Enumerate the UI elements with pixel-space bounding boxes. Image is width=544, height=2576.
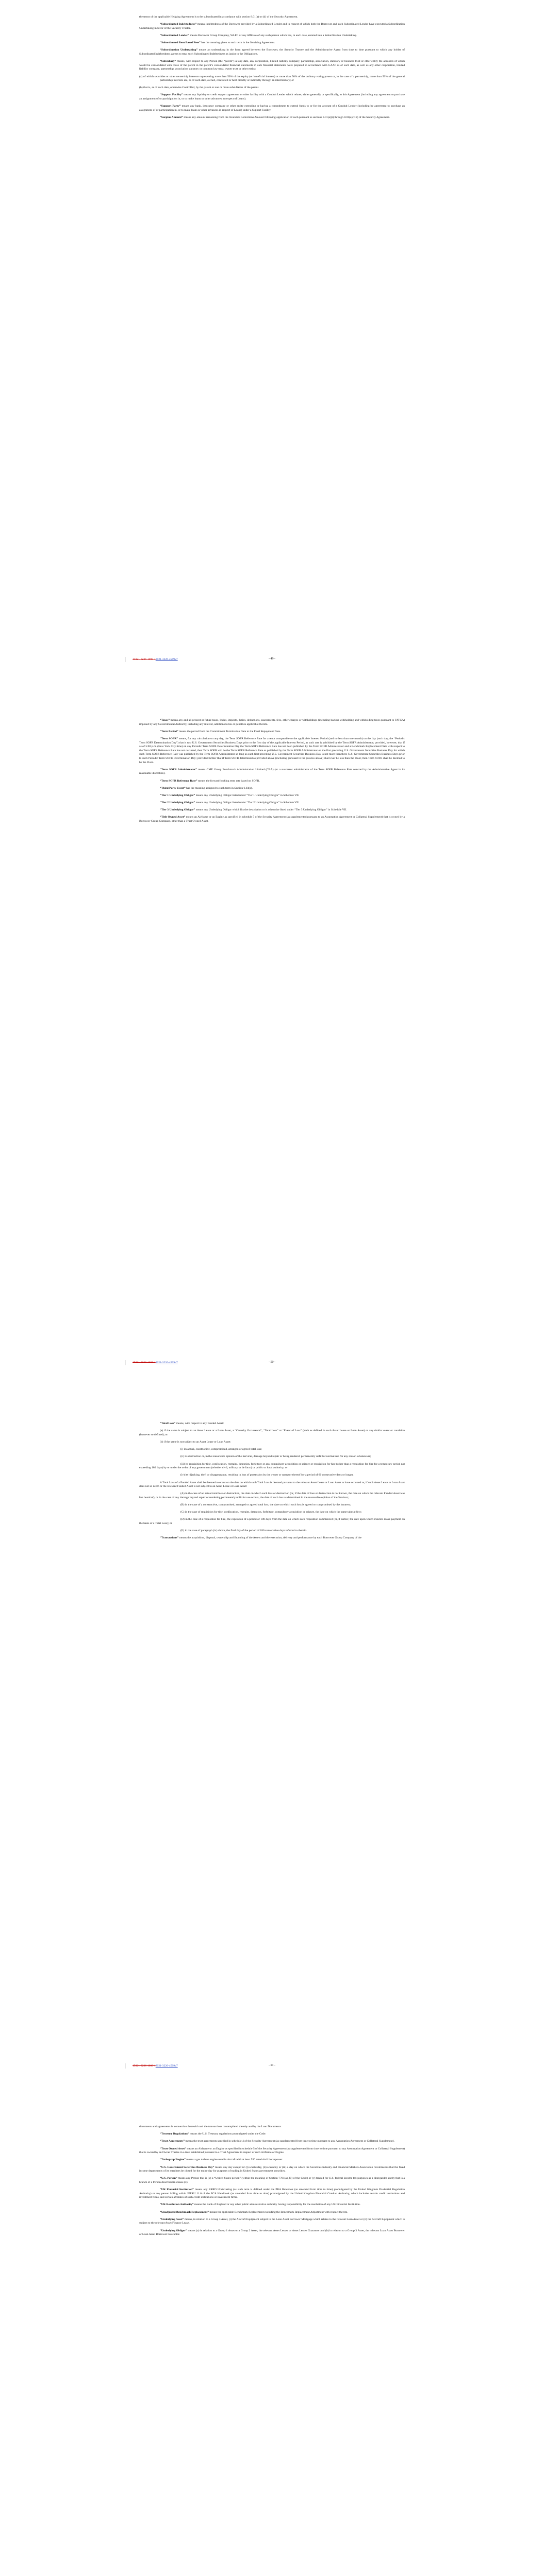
paragraph-text: (D) in the case of a requisition for hire, the expiration of a period of 180 days from the date on which such requisition commenced (or, if earlier, the date upon which insurers make payment on the basis of a Total Loss); or	[139, 1518, 405, 1526]
paragraph-text: (iii) its requisition for title, confiscation, restraint, detention, forfeiture or any compulsory acquisition or seizure or requisition for hire (other than a requisition for hire for a temporary period not exceeding 180 days) by or under the order of any government (whether civil, military or de facto) or public or local authority; or	[139, 1462, 405, 1470]
paragraph-text: means, with respect to any Funded Asset:	[175, 1422, 224, 1425]
definition-paragraph	[139, 34, 405, 38]
paragraph-text: (iv) its hijacking, theft or disappearance, resulting in loss of possession by the owner or operator thereof for a period of 60 consecutive days or longer.	[180, 1473, 354, 1477]
document-id: 15021-3226-1000-18021-3226-4509v7	[133, 2064, 178, 2067]
paragraph-text: means an Airframe or an Engine as specified in schedule 5 of the Security Agreement (as supplemented from time to time pursuant to any Assumption Agreement or Collateral Supplement) that is owned by an Owner Trustee in a trust established pursuant to a Trust Agreement in respect of such Airframe or Engine.	[139, 2147, 405, 2155]
defined-term: “Trust Agreements”	[160, 2140, 185, 2143]
definition-paragraph	[139, 116, 405, 120]
paragraph-text: (B) in the case of a constructive, compromised, arranged or agreed total loss, the date on which such loss is agreed or compromised by the insurers;	[180, 1503, 351, 1507]
page-49	[0, 0, 544, 703]
body-paragraph	[139, 2125, 405, 2129]
defined-term: “Treasury Regulations”	[160, 2132, 189, 2136]
definition-paragraph	[139, 105, 405, 112]
paragraph-text: the terms of the applicable Hedging Agreement is to be subordinated in accordance with section 8.01(a) or (d) of the Security Agreement.	[139, 15, 298, 19]
page-number: - 50 -	[269, 1361, 275, 1364]
page-number: - 51 -	[269, 2064, 275, 2067]
paragraph-text: (b) if the same is not subject to an Asset Lease or Loan Asset:	[160, 1440, 231, 1444]
paragraph-text: A Total Loss of a Funded Asset shall be deemed to occur on the date on which such Total Loss is deemed pursuant to the relevant Asset Lease or Loan Asset to have occurred or, if such Asset Lease or Loan Asset does not so deem or the relevant Funded Asset is not subject to an Asset Lease or Loan Asset:	[139, 1481, 405, 1488]
paragraph-text: means any Underlying Obligor which fits the description or is otherwise listed under “Tier 3 Underlying Obligor” in Schedule VII.	[195, 808, 347, 812]
definition-paragraph	[139, 2132, 405, 2137]
defined-term: “UK Financial Institution”	[160, 2188, 194, 2192]
paragraph-text: means any amount remaining from the Available Collections Amount following application of such pursuant to sections 8.01(a)(i) through 8.01(a)(viii) of the Security Agreement.	[183, 116, 390, 120]
defined-term: “Term SOFR”	[160, 737, 178, 740]
definition-paragraph	[139, 2166, 405, 2174]
body-paragraph	[139, 1429, 405, 1437]
paragraph-text: means Borrower Group Company, WLFC or any Affiliate of any such person which has, in each case, entered into a Subordination Undertaking.	[189, 33, 357, 37]
paragraph-text: means, in relation to a Group 3 Asset, (i) the Aircraft Equipment subject to the Loan Asset Borrower Mortgage which relates to the relevant Loan Asset or (ii) the Aircraft Equipment which is subject to the relevant Asset Finance Lease.	[139, 2217, 405, 2225]
paragraph-text: means the applicable Benchmark Replacement excluding the Benchmark Replacement Adjustment with respect thereto.	[209, 2210, 348, 2214]
page-footer	[0, 657, 544, 663]
paragraph-text: means CME Group Benchmark Administration Limited (CBA) (or a successor administrator of the Term SOFR Reference Rate selected by the Administrative Agent in its reasonable discretion).	[139, 768, 405, 775]
definition-paragraph	[139, 2158, 405, 2162]
definition-paragraph	[139, 737, 405, 765]
paragraph-text: means any BRRD Undertaking (as such term is defined under the PRA Rulebook (as amended form time to time) promulgated by the United Kingdom Prudential Regulation Authority) or any person falling within IFPRU 11.6 of the FCA Handbook (as amended from time to time) promulgated by the United Kingdom Financial Conduct Authority, which includes certain credit institutions and investment firms, and certain affiliates of such credit institutions or investment firms.	[139, 2188, 405, 2199]
page-51	[0, 1406, 544, 2110]
paragraph-text: means the acquisition, disposal, ownership and financing of the Assets and the execution, delivery and performance by each Borrower Group Company of the	[178, 1536, 362, 1540]
body-paragraph	[139, 1511, 405, 1515]
definition-paragraph	[139, 2229, 405, 2237]
paragraph-text: (E) in the case of paragraph (iv) above, the final day of the period of 180 consecutive days referred to therein.	[180, 1529, 307, 1533]
definition-paragraph	[139, 2218, 405, 2226]
paragraph-text: means (a) in relation to a Group 1 Asset or a Group 2 Asset, the relevant Asset Lessee or Asset Lessee Guarantor and (b) in relation to a Group 3 Asset, the relevant Loan Asset Borrower or Loan Asset Borrower Guarantor.	[139, 2229, 405, 2236]
document-id: 15021-3226-1000-18021-3226-4509v7	[133, 658, 178, 661]
page-number: - 49 -	[269, 657, 275, 660]
defined-term: “U.S. Person”	[160, 2177, 177, 2180]
paragraph-text: means any Underlying Obligor listed under “Tier 1 Underlying Obligor” in Schedule VII.	[195, 793, 300, 797]
body-paragraph	[139, 1503, 405, 1507]
definition-paragraph	[139, 719, 405, 726]
body-paragraph	[139, 1463, 405, 1470]
defined-term: “Subordination Undertaking”	[160, 48, 198, 52]
definition-paragraph	[139, 41, 405, 45]
definition-paragraph	[139, 787, 405, 791]
document-id: 15021-3226-1000-18021-3226-4509v7	[133, 1361, 178, 1364]
defined-term: “U.S. Government Securities Business Day”	[160, 2165, 215, 2169]
defined-term: “Total Loss”	[160, 1422, 176, 1425]
body-paragraph	[139, 75, 405, 83]
paragraph-text: means an Airframe or an Engine as specified in schedule 5 of the Security Agreement (as supplemented pursuant to an Assumption Agreement or Collateral Supplement) that is owned by a Borrower Group Company, other than a Trust Owned Asset.	[139, 816, 405, 823]
definition-paragraph	[139, 808, 405, 812]
defined-term: “Term SOFR Reference Rate”	[160, 779, 197, 783]
defined-term: “Underlying Obligor”	[160, 2229, 187, 2232]
defined-term: “Subordinated Indebtedness”	[160, 23, 197, 26]
defined-term: “Unadjusted Benchmark Replacement”	[160, 2210, 209, 2214]
definition-paragraph	[139, 768, 405, 776]
defined-term: “Term Period”	[160, 730, 178, 733]
definition-paragraph	[139, 93, 405, 101]
defined-term: “Third Party Event”	[160, 786, 186, 790]
page-body	[139, 1422, 405, 1544]
definition-paragraph	[139, 779, 405, 784]
page-body	[139, 15, 405, 123]
paragraph-text: means any and all present or future taxes, levies, imposts, duties, deductions, assessments, fees, other charges or withholdings (including backup withholding and withholding taxes pursuant to FATCA) imposed by any Governmental Authority, including any interest, additions to tax or penalties applicable thereto.	[139, 719, 405, 726]
paragraph-text: means any day except for (i) a Saturday, (ii) a Sunday or (iii) a day on which the Securities Industry and Financial Markets Association recommends that the fixed income departments of its members be closed for the entire day for purposes of trading in United States government securities.	[139, 2165, 405, 2173]
page-body	[139, 2125, 405, 2240]
paragraph-text: means Indebtedness of the Borrower provided by a Subordinated Lender and in respect of which both the Borrower and such Subordinated Lender have executed a Subordination Undertaking in favor of the Security Trustee.	[139, 23, 405, 30]
body-paragraph	[139, 1455, 405, 1459]
body-paragraph	[139, 1518, 405, 1526]
defined-term: “Surplus Amount”	[160, 116, 183, 120]
definition-paragraph	[139, 48, 405, 56]
paragraph-text: (ii) its destruction or, in the reasonable opinion of the Servicer, damage beyond repair or being rendered permanently unfit for normal use for any reason whatsoever;	[180, 1455, 371, 1459]
paragraph-text: means the period from the Commitment Termination Date to the Final Repayment Date.	[178, 730, 281, 733]
defined-term: “Turboprop Engine”	[160, 2158, 186, 2162]
page-body	[139, 719, 405, 827]
paragraph-text: means the Bank of England or any other public administrative authority having responsibility for the resolution of any UK Financial Institution.	[193, 2203, 361, 2207]
definition-paragraph	[139, 60, 405, 72]
body-paragraph	[139, 1481, 405, 1489]
defined-term: “Title Owned Asset”	[160, 816, 186, 819]
defined-term: “Support Facility”	[160, 93, 183, 97]
defined-term: “Subsidiary”	[160, 60, 176, 63]
definition-paragraph	[139, 2177, 405, 2184]
page-50	[0, 703, 544, 1406]
paragraph-text: means any liquidity or credit support agreement or other facility with a Conduit Lender which relates, either generally or specifically, to this Agreement (including any agreement to purchase an assignment of or participation in, or to make loans or other advances in respect of Loans).	[139, 93, 405, 101]
paragraph-text: has the meaning given to such term in the Servicing Agreement.	[200, 41, 275, 45]
definition-paragraph	[139, 2188, 405, 2200]
body-paragraph	[139, 1440, 405, 1445]
paragraph-text: means, for any calculation on any day, the Term SOFR Reference Rate for a tenor comparable to the applicable Interest Period (and no less than one month) on the day (such day, the “Periodic Term SOFR Determination Day”) that is two U.S. Government Securities Business Days prior to the first day of the applicable Interest Period, as such rate is published by the Term SOFR Administrator; provided, however, that if as of 5:00 p.m. (New York City time) on any Periodic Term SOFR Determination Day the Term SOFR Reference Rate has not been published by the Term SOFR Administrator and a Benchmark Replacement Date with respect to the Term SOFR Reference Rate has not occurred, then Term SOFR will be the Term SOFR Reference Rate as published by the Term SOFR Administrator on the first preceding U.S. Government Securities Business Day for which such Term SOFR Reference Rate was published by the Term SOFR Administrator so long as such first preceding U.S. Government Securities Business Day is not more than three U.S. Government Securities Business Days prior to such Periodic Term SOFR Determination Day; provided further that if Term SOFR determined as provided above (including pursuant to the proviso above) shall ever be less than the Floor, then Term SOFR shall be deemed to be the Floor.	[139, 737, 405, 764]
definition-paragraph	[139, 730, 405, 734]
definition-paragraph	[139, 794, 405, 798]
paragraph-text: means the forward-looking term rate based on SOFR.	[197, 779, 260, 783]
paragraph-text: (i) its actual, constructive, compromised, arranged or agreed total loss;	[180, 1448, 262, 1451]
paragraph-text: means a gas turbine engine used in aircraft with at least 550 rated shaft horsepower.	[185, 2158, 283, 2162]
page-footer	[0, 1360, 544, 1366]
defined-term: “Tier 2 Underlying Obligor”	[160, 801, 195, 805]
body-paragraph	[139, 1492, 405, 1500]
definition-paragraph	[139, 2211, 405, 2215]
defined-term: “Tier 1 Underlying Obligor”	[160, 793, 195, 797]
defined-term: “Taxes”	[160, 719, 170, 722]
paragraph-text: documents and agreements in connection therewith and the transactions contemplated thereby and by the Loan Documents.	[139, 2125, 282, 2128]
paragraph-text: (C) in the case of requisition for title, confiscation, restraint, detention, forfeiture, compulsory acquisition or seizure, the date on which the same takes effect;	[180, 1511, 362, 1514]
defined-term: “Transactions”	[160, 1536, 179, 1540]
page-footer	[0, 2063, 544, 2070]
paragraph-text: (a) of which securities or other ownership interests representing more than 50% of the equity (or beneficial interest) or more than 50% of the ordinary voting power or, in the case of a partnership, more than 50% of the general partnership interests are, as of such date, owned, controlled or held directly or indirectly through an intermediary; or	[139, 75, 405, 82]
body-paragraph	[139, 86, 405, 90]
body-paragraph	[139, 1529, 405, 1533]
definition-paragraph	[139, 816, 405, 823]
definition-paragraph	[139, 23, 405, 30]
defined-term: “Tier 3 Underlying Obligor”	[160, 808, 195, 812]
paragraph-text: means an undertaking in the form agreed between the Borrower, the Security Trustee and the Administrative Agent from time to time pursuant to which any holder of Subordinated Indebtedness agrees to treat such Subordinated Indebtedness as junior to the Obligations.	[139, 48, 405, 56]
paragraph-text: means any Person that is (x) a “United States person” (within the meaning of Section 7701(a)(30) of the Code) or (y) treated for U.S. federal income tax purposes as a disregarded entity that is a branch of a Person described in clause (x).	[139, 2177, 405, 2184]
definition-paragraph	[139, 2203, 405, 2207]
paragraph-text: means the U.S. Treasury regulations promulgated under the Code.	[189, 2132, 266, 2136]
definition-paragraph	[139, 2140, 405, 2144]
definition-paragraph	[139, 2147, 405, 2155]
defined-term: “UK Resolution Authority”	[160, 2203, 194, 2207]
definition-paragraph	[139, 801, 405, 805]
definition-paragraph	[139, 1422, 405, 1426]
page-52	[0, 2110, 544, 2576]
paragraph-text: means the trust agreements specified in schedule 4 of the Security Agreement (as supplemented from time to time pursuant to any Assumption Agreement or Collateral Supplement).	[185, 2140, 394, 2143]
defined-term: “Underlying Asset”	[160, 2217, 184, 2221]
defined-term: “Subordinated Rent Based Fees”	[160, 41, 201, 45]
paragraph-text: means any bank, insurance company or other entity extending or having a commitment to extend funds to or for the account of a Conduit Lender (including by agreement to purchase an assignment of or participation in, or to make loans or other advances in respect of Loans) under a Support Facility.	[139, 105, 405, 112]
paragraph-text: (b) that is, as of such date, otherwise Controlled, by the parent or one or more subsidiaries of the parent.	[139, 86, 259, 90]
paragraph-text: means any Underlying Obligor listed under “Tier 2 Underlying Obligor” in Schedule VII.	[195, 801, 300, 805]
defined-term: “Support Party”	[160, 105, 181, 108]
body-paragraph	[139, 1448, 405, 1452]
body-paragraph	[139, 15, 405, 20]
body-paragraph	[139, 1473, 405, 1478]
defined-term: “Trust Owned Asset”	[160, 2147, 186, 2150]
paragraph-text: (a) if the same is subject to an Asset Lease or a Loan Asset, a “Casualty Occurrence”, “Total Loss” or “Event of Loss” (each as defined in such Asset Lease or Loan Asset) or any similar event or condition (however so defined); or	[139, 1429, 405, 1436]
paragraph-text: (A) in the case of an actual total loss or destruction, the date on which such loss or destruction (or, if the date of loss or destruction is not known, the date on which the relevant Funded Asset was last heard of), or in the case of any damage beyond repair or rendering permanently unfit for use occurs, the date of such loss as determined in the reasonable opinion of the Servicer;	[139, 1492, 405, 1499]
paragraph-text: has the meaning assigned to such term in Section 6.03(a).	[185, 786, 253, 790]
paragraph-text: means, with respect to any Person (the “parent”) at any date, any corporation, limited liability company, partnership, association, statutory or business trust or other entity the accounts of which would be consolidated with those of the parent in the parent’s consolidated financial statements if such financial statements were prepared in accordance with GAAP as of such date, as well as any other corporation, limited liability company, partnership, association statutory or common law trust, owner trust or other entity:	[139, 60, 405, 71]
defined-term: “Subordinated Lender”	[160, 33, 190, 37]
definition-paragraph	[139, 1536, 405, 1540]
defined-term: “Term SOFR Administrator”	[160, 768, 197, 771]
